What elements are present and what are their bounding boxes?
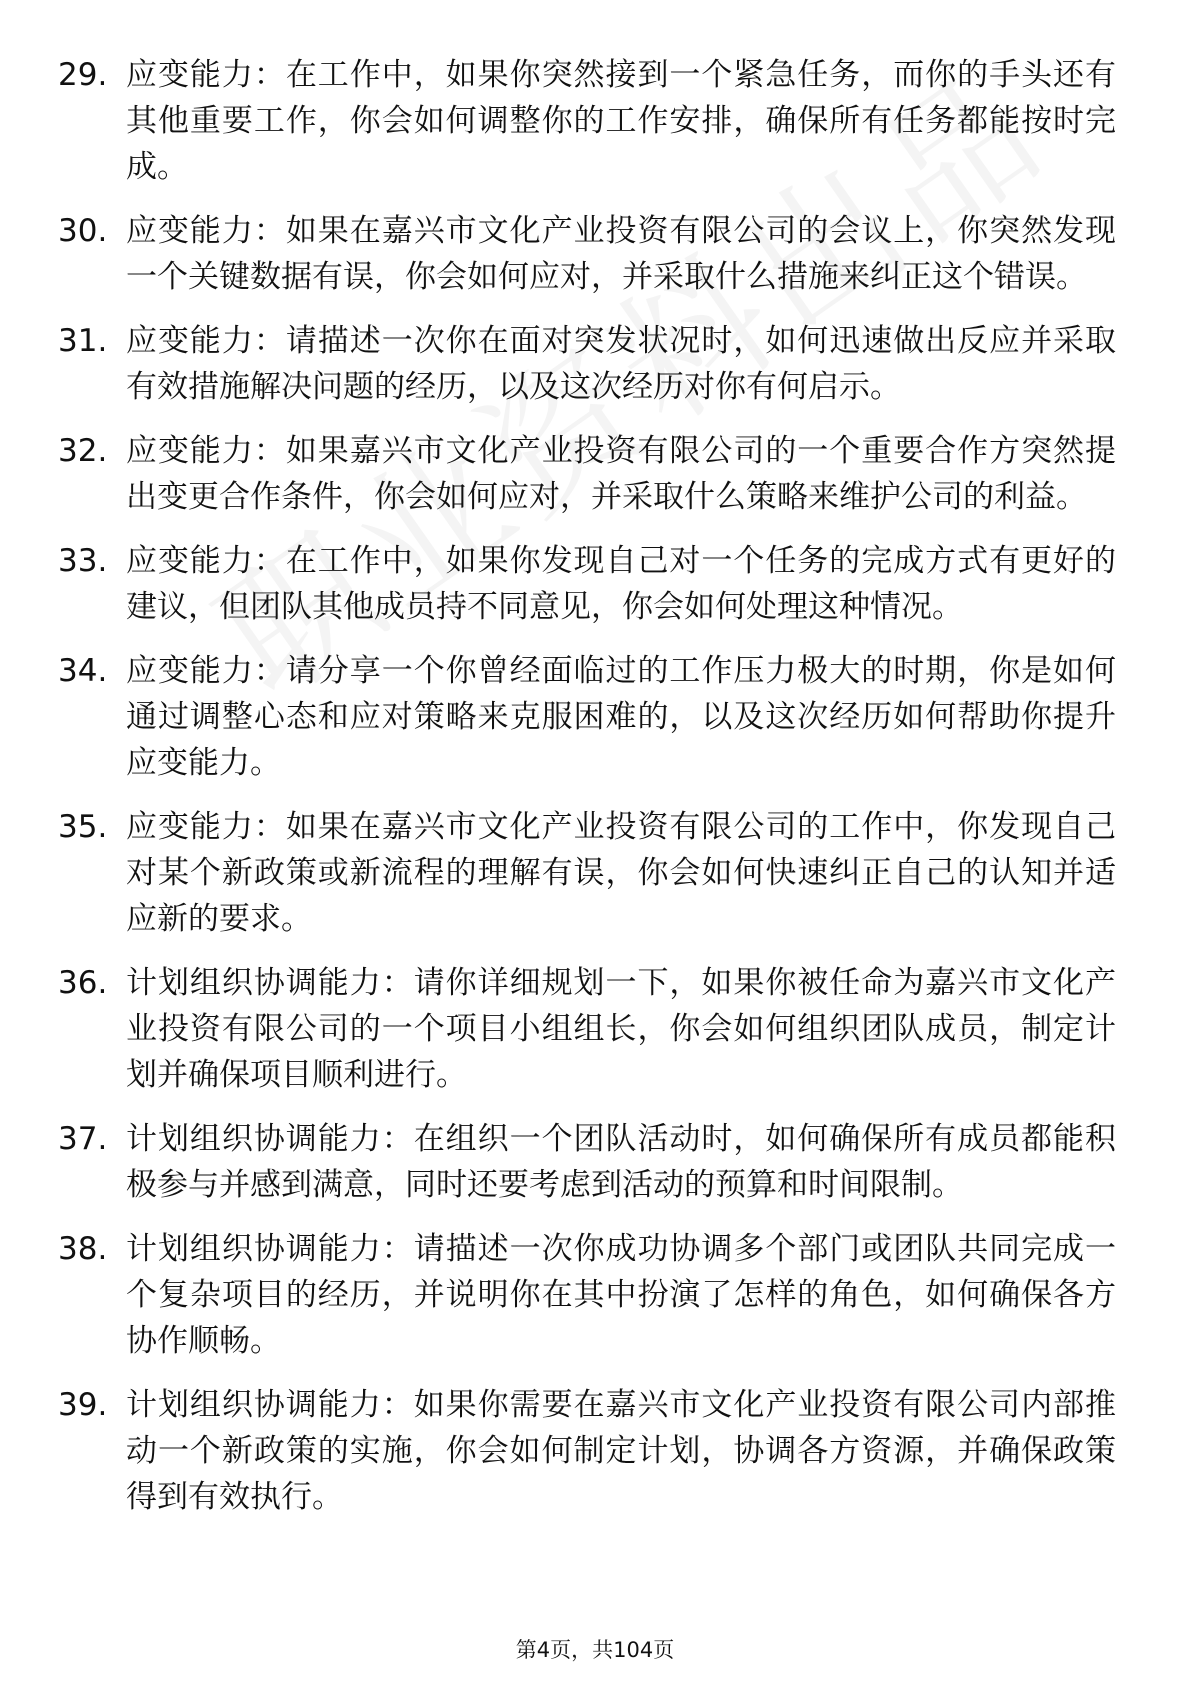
question-item <box>0 804 1190 942</box>
question-item <box>0 1116 1190 1208</box>
question-item <box>0 52 1190 190</box>
question-item <box>0 318 1190 410</box>
question-text: 应变能力：如果在嘉兴市文化产业投资有限公司的工作中，你发现自己对某个新政策或新流程的理解有误，你会如何快速纠正自己的认知并适应新的要求。 <box>126 809 1116 937</box>
question-number: 29. <box>58 57 108 93</box>
question-text: 应变能力：请描述一次你在面对突发状况时，如何迅速做出反应并采取有效措施解决问题的经历，以及这次经历对你有何启示。 <box>126 323 1116 405</box>
question-text: 计划组织协调能力：请描述一次你成功协调多个部门或团队共同完成一个复杂项目的经历，并说明你在其中扮演了怎样的角色，如何确保各方协作顺畅。 <box>126 1231 1116 1359</box>
question-item <box>0 960 1190 1098</box>
question-text: 应变能力：在工作中，如果你突然接到一个紧急任务，而你的手头还有其他重要工作，你会如何调整你的工作安排，确保所有任务都能按时完成。 <box>126 57 1116 185</box>
question-item <box>0 648 1190 786</box>
question-number: 31. <box>58 323 108 359</box>
page-footer: 第4页，共104页 <box>515 1638 675 1662</box>
question-text: 应变能力：在工作中，如果你发现自己对一个任务的完成方式有更好的建议，但团队其他成员持不同意见，你会如何处理这种情况。 <box>126 543 1116 625</box>
question-number: 30. <box>58 213 108 249</box>
question-number: 35. <box>58 809 108 845</box>
question-item <box>0 428 1190 520</box>
question-list <box>0 52 1190 1538</box>
question-number: 39. <box>58 1387 108 1423</box>
question-text: 计划组织协调能力：请你详细规划一下，如果你被任命为嘉兴市文化产业投资有限公司的一个项目小组组长，你会如何组织团队成员，制定计划并确保项目顺利进行。 <box>126 965 1116 1093</box>
question-text: 应变能力：如果在嘉兴市文化产业投资有限公司的会议上，你突然发现一个关键数据有误，你会如何应对，并采取什么措施来纠正这个错误。 <box>126 213 1116 295</box>
question-number: 32. <box>58 433 108 469</box>
question-item <box>0 208 1190 300</box>
question-number: 33. <box>58 543 108 579</box>
question-item <box>0 1226 1190 1364</box>
question-number: 36. <box>58 965 108 1001</box>
question-text: 计划组织协调能力：如果你需要在嘉兴市文化产业投资有限公司内部推动一个新政策的实施，你会如何制定计划，协调各方资源，并确保政策得到有效执行。 <box>126 1387 1116 1515</box>
question-item <box>0 1382 1190 1520</box>
question-text: 计划组织协调能力：在组织一个团队活动时，如何确保所有成员都能积极参与并感到满意，同时还要考虑到活动的预算和时间限制。 <box>126 1121 1116 1203</box>
question-item <box>0 538 1190 630</box>
question-number: 34. <box>58 653 108 689</box>
question-number: 38. <box>58 1231 108 1267</box>
question-text: 应变能力：请分享一个你曾经面临过的工作压力极大的时期，你是如何通过调整心态和应对策略来克服困难的，以及这次经历如何帮助你提升应变能力。 <box>126 653 1116 781</box>
question-number: 37. <box>58 1121 108 1157</box>
question-text: 应变能力：如果嘉兴市文化产业投资有限公司的一个重要合作方突然提出变更合作条件，你会如何应对，并采取什么策略来维护公司的利益。 <box>126 433 1116 515</box>
